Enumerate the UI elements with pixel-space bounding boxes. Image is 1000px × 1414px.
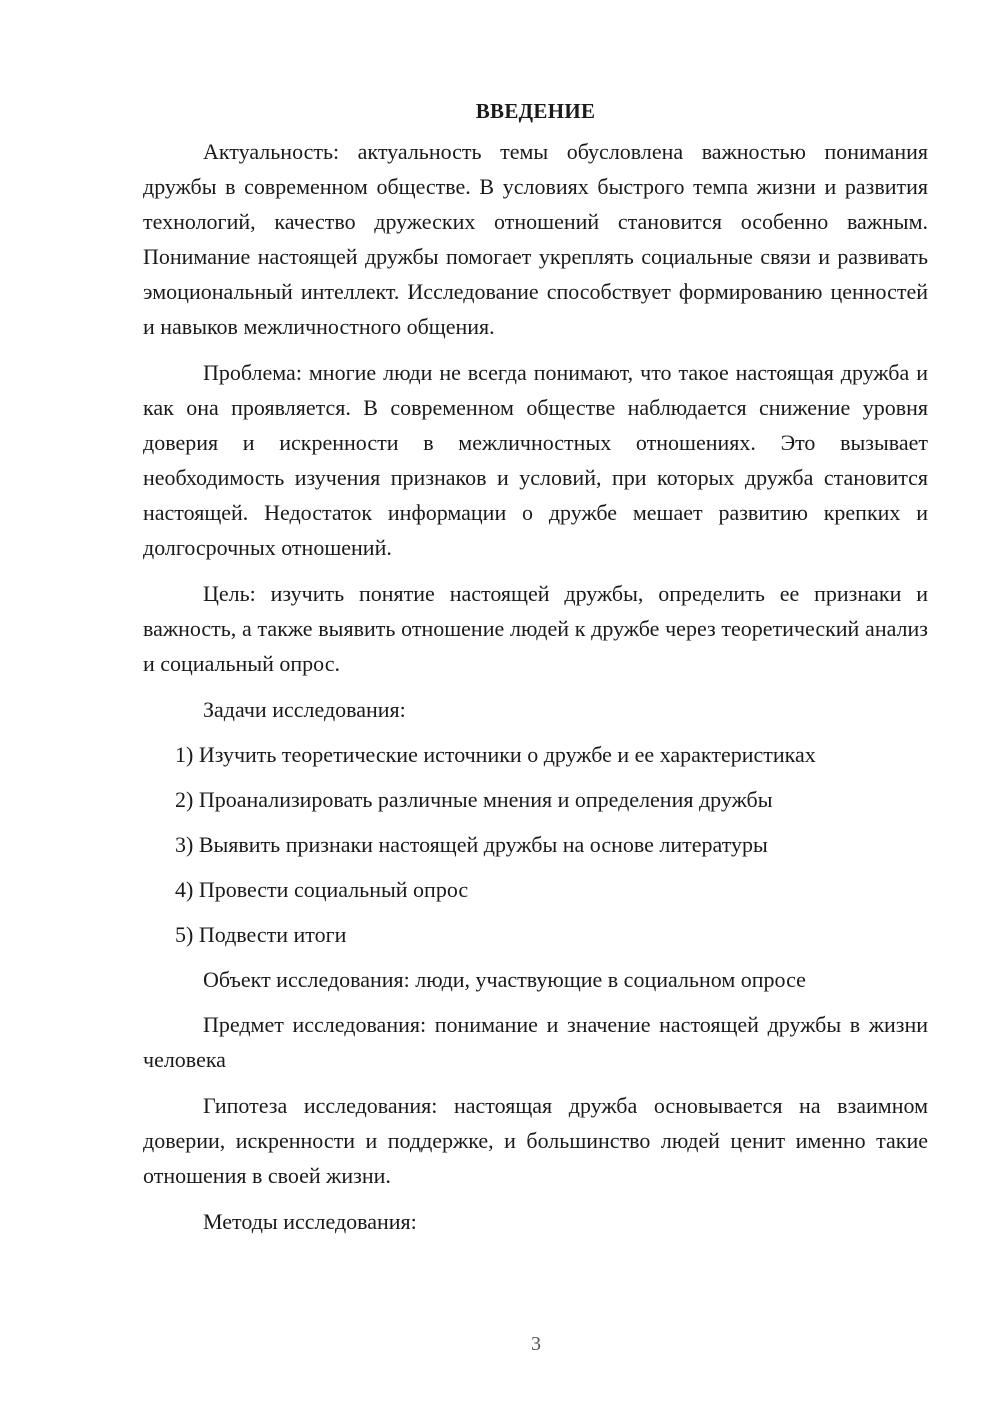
subject-paragraph: Предмет исследования: понимание и значение настоящей дружбы в жизни человека bbox=[143, 1012, 928, 1072]
problem-paragraph: Проблема: многие люди не всегда понимают, что такое настоящая дружба и как она проявляется. В современном обществе наблюдается снижение уровня доверия и искренности в межличностных отношениях. Это вызывает необходимость изучения признаков и условий, при которых дружба становится настоящей. Недостаток информации о дружбе мешает развитию крепких и долгосрочных отношений. bbox=[143, 360, 928, 560]
list-item: 4) Провести социальный опрос bbox=[175, 877, 469, 902]
methods-title: Методы исследования: bbox=[203, 1209, 417, 1234]
page-content bbox=[143, 96, 928, 1249]
object-paragraph: Объект исследования: люди, участвующие в социальном опросе bbox=[203, 967, 806, 992]
tasks-title: Задачи исследования: bbox=[203, 697, 406, 722]
goal-paragraph: Цель: изучить понятие настоящей дружбы, определить ее признаки и важность, а также выявить отношение людей к дружбе через теоретический анализ и социальный опрос. bbox=[143, 581, 928, 676]
list-item: 1) Изучить теоретические источники о дружбе и ее характеристиках bbox=[175, 742, 816, 767]
list-item: 5) Подвести итоги bbox=[175, 922, 347, 947]
page-number: 3 bbox=[531, 1333, 541, 1355]
list-item: 2) Проанализировать различные мнения и определения дружбы bbox=[175, 787, 773, 812]
hypothesis-paragraph: Гипотеза исследования: настоящая дружба основывается на взаимном доверии, искренности и поддержке, и большинство людей ценит именно такие отношения в своей жизни. bbox=[143, 1093, 928, 1188]
tasks-list bbox=[143, 737, 928, 952]
page-heading: ВВЕДЕНИЕ bbox=[475, 99, 596, 123]
list-item: 3) Выявить признаки настоящей дружбы на основе литературы bbox=[175, 832, 768, 857]
relevance-paragraph: Актуальность: актуальность темы обусловлена важностью понимания дружбы в современном обществе. В условиях быстрого темпа жизни и развития технологий, качество дружеских отношений становится особенно важным. Понимание настоящей дружбы помогает укреплять социальные связи и развивать эмоциональный интеллект. Исследование способствует формированию ценностей и навыков межличностного общения. bbox=[143, 139, 928, 339]
